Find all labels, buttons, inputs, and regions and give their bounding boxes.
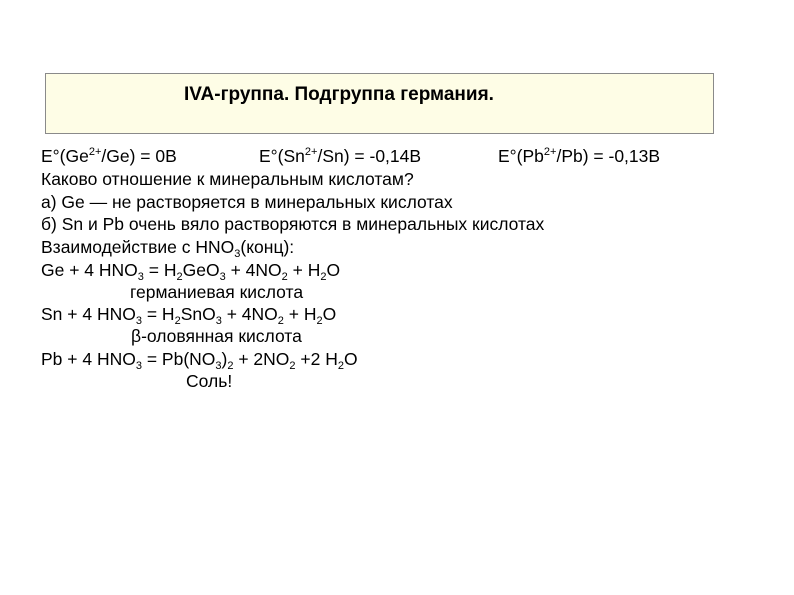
reaction-ge-part: O xyxy=(326,260,341,280)
reaction-sn-note: β-оловянная кислота xyxy=(131,326,302,346)
potential-ge-charge: 2+ xyxy=(88,146,102,158)
reaction-pb-sub: 2 xyxy=(289,360,296,372)
potential-sn-a: E°(Sn xyxy=(259,146,305,166)
reaction-sn-sub: 3 xyxy=(135,315,142,327)
reaction-pb-sub: 3 xyxy=(215,360,222,372)
answer-a-line: а) Ge — не растворяется в минеральных кислотах xyxy=(41,192,453,212)
reaction-sn-part: O xyxy=(322,304,337,324)
reaction-ge-part: = H xyxy=(143,260,177,280)
reaction-ge-sub: 2 xyxy=(176,271,183,283)
reaction-sn-sub: 2 xyxy=(316,315,323,327)
reaction-pb-note: Соль! xyxy=(186,371,233,391)
interaction-sub: 3 xyxy=(234,248,241,260)
reaction-pb-sub: 2 xyxy=(227,360,234,372)
potential-sn xyxy=(259,148,421,166)
reaction-sn-sub: 2 xyxy=(174,315,181,327)
potential-pb-a: E°(Pb xyxy=(498,146,544,166)
interaction-line xyxy=(41,237,295,260)
reaction-sn-sub: 2 xyxy=(277,315,284,327)
reaction-ge-part: Ge + 4 HNO xyxy=(41,260,138,280)
reaction-sn-sub: 3 xyxy=(215,315,222,327)
reaction-sn-part: = H xyxy=(141,304,175,324)
reaction-pb-part: +2 H xyxy=(295,349,338,369)
reaction-ge-note: германиевая кислота xyxy=(130,282,304,302)
interaction-b: (конц): xyxy=(240,237,295,257)
question-line: Каково отношение к минеральным кислотам? xyxy=(41,169,414,189)
reaction-ge-part: + H xyxy=(287,260,321,280)
reaction-pb-part: + 2NO xyxy=(233,349,290,369)
reaction-sn-part: Sn + 4 HNO xyxy=(41,304,136,324)
reaction-ge-part: + 4NO xyxy=(225,260,282,280)
reaction-ge-part: GeO xyxy=(182,260,220,280)
reaction-ge-sub: 3 xyxy=(137,271,144,283)
reaction-sn-part: + H xyxy=(283,304,317,324)
potential-pb-charge: 2+ xyxy=(543,146,557,158)
reaction-pb-sub: 2 xyxy=(337,360,344,372)
title-box xyxy=(45,73,714,134)
reaction-ge-sub: 2 xyxy=(281,271,288,283)
reaction-ge xyxy=(41,260,341,283)
reaction-ge-sub: 3 xyxy=(219,271,226,283)
reaction-sn-part: + 4NO xyxy=(221,304,278,324)
reaction-pb-part: ) xyxy=(221,349,228,369)
reaction-sn xyxy=(41,304,337,327)
potential-ge-b: /Ge) = 0B xyxy=(101,146,177,166)
reaction-pb xyxy=(41,349,358,372)
potential-ge xyxy=(41,148,177,166)
reaction-pb-part: = Pb(NO xyxy=(141,349,216,369)
answer-b-line: б) Sn и Pb очень вяло растворяются в минеральных кислотах xyxy=(41,214,545,234)
potential-sn-b: /Sn) = -0,14B xyxy=(317,146,422,166)
reaction-pb-part: Pb + 4 HNO xyxy=(41,349,136,369)
slide-title: IVA-группа. Подгруппа германия. xyxy=(184,84,494,105)
reaction-pb-part: O xyxy=(344,349,358,369)
potential-ge-a: E°(Ge xyxy=(41,146,89,166)
reaction-ge-sub: 2 xyxy=(320,271,327,283)
potential-pb xyxy=(498,148,660,166)
reaction-sn-part: SnO xyxy=(180,304,216,324)
reaction-pb-sub: 3 xyxy=(135,360,142,372)
potential-pb-b: /Pb) = -0,13B xyxy=(556,146,661,166)
potential-sn-charge: 2+ xyxy=(304,146,318,158)
interaction-a: Взаимодействие с HNO xyxy=(41,237,235,257)
